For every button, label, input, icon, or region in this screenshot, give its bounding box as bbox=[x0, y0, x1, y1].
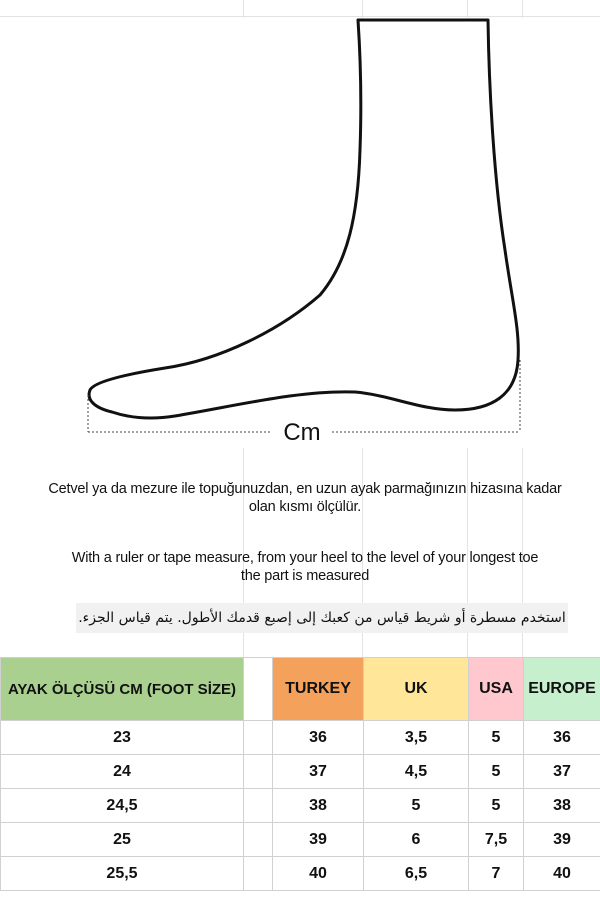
header-uk: UK bbox=[364, 658, 469, 721]
cell-turkey: 39 bbox=[273, 823, 364, 857]
cell-turkey: 36 bbox=[273, 721, 364, 755]
cell-spacer bbox=[244, 721, 273, 755]
cell-uk: 6,5 bbox=[364, 857, 469, 891]
cell-uk: 5 bbox=[364, 789, 469, 823]
cell-europe: 36 bbox=[524, 721, 600, 755]
turkish-line-1: Cetvel ya da mezure ile topuğunuzdan, en uzun ayak parmağınızın hizasına kadar bbox=[48, 481, 562, 497]
turkish-line-2: olan kısmı ölçülür. bbox=[248, 499, 362, 515]
table-header-row bbox=[1, 658, 600, 721]
cell-usa: 7,5 bbox=[469, 823, 524, 857]
cell-usa: 5 bbox=[469, 755, 524, 789]
cell-cm: 24 bbox=[1, 755, 244, 789]
table-row bbox=[1, 755, 600, 789]
header-turkey: TURKEY bbox=[273, 658, 364, 721]
cell-uk: 3,5 bbox=[364, 721, 469, 755]
cell-spacer bbox=[244, 789, 273, 823]
table-row bbox=[1, 823, 600, 857]
cell-spacer bbox=[244, 823, 273, 857]
table-row bbox=[1, 721, 600, 755]
turkish-instructions bbox=[40, 480, 570, 516]
cell-usa: 5 bbox=[469, 789, 524, 823]
size-conversion-table bbox=[0, 657, 600, 891]
cell-europe: 39 bbox=[524, 823, 600, 857]
cell-cm: 25,5 bbox=[1, 857, 244, 891]
cell-spacer bbox=[244, 755, 273, 789]
cell-cm: 25 bbox=[1, 823, 244, 857]
cell-uk: 6 bbox=[364, 823, 469, 857]
english-line-2: the part is measured bbox=[240, 568, 370, 584]
cell-cm: 24,5 bbox=[1, 789, 244, 823]
cell-usa: 7 bbox=[469, 857, 524, 891]
english-line-1: With a ruler or tape measure, from your heel to the level of your longest toe bbox=[71, 550, 539, 566]
header-spacer bbox=[244, 658, 273, 721]
table-row bbox=[1, 857, 600, 891]
cell-europe: 38 bbox=[524, 789, 600, 823]
header-usa: USA bbox=[469, 658, 524, 721]
table-row bbox=[1, 789, 600, 823]
cell-turkey: 38 bbox=[273, 789, 364, 823]
cell-cm: 23 bbox=[1, 721, 244, 755]
cell-turkey: 37 bbox=[273, 755, 364, 789]
cell-turkey: 40 bbox=[273, 857, 364, 891]
cell-europe: 40 bbox=[524, 857, 600, 891]
measure-unit-label: Cm bbox=[272, 418, 332, 448]
english-instructions bbox=[40, 549, 570, 585]
cell-spacer bbox=[244, 857, 273, 891]
cell-uk: 4,5 bbox=[364, 755, 469, 789]
cell-usa: 5 bbox=[469, 721, 524, 755]
cell-europe: 37 bbox=[524, 755, 600, 789]
arabic-instructions: استخدم مسطرة أو شريط قياس من كعبك إلى إصبع قدمك الأطول. يتم قياس الجزء. bbox=[76, 603, 568, 633]
header-foot-size: AYAK ÖLÇÜSÜ CM (FOOT SİZE) bbox=[1, 658, 244, 721]
header-europe: EUROPE bbox=[524, 658, 600, 721]
